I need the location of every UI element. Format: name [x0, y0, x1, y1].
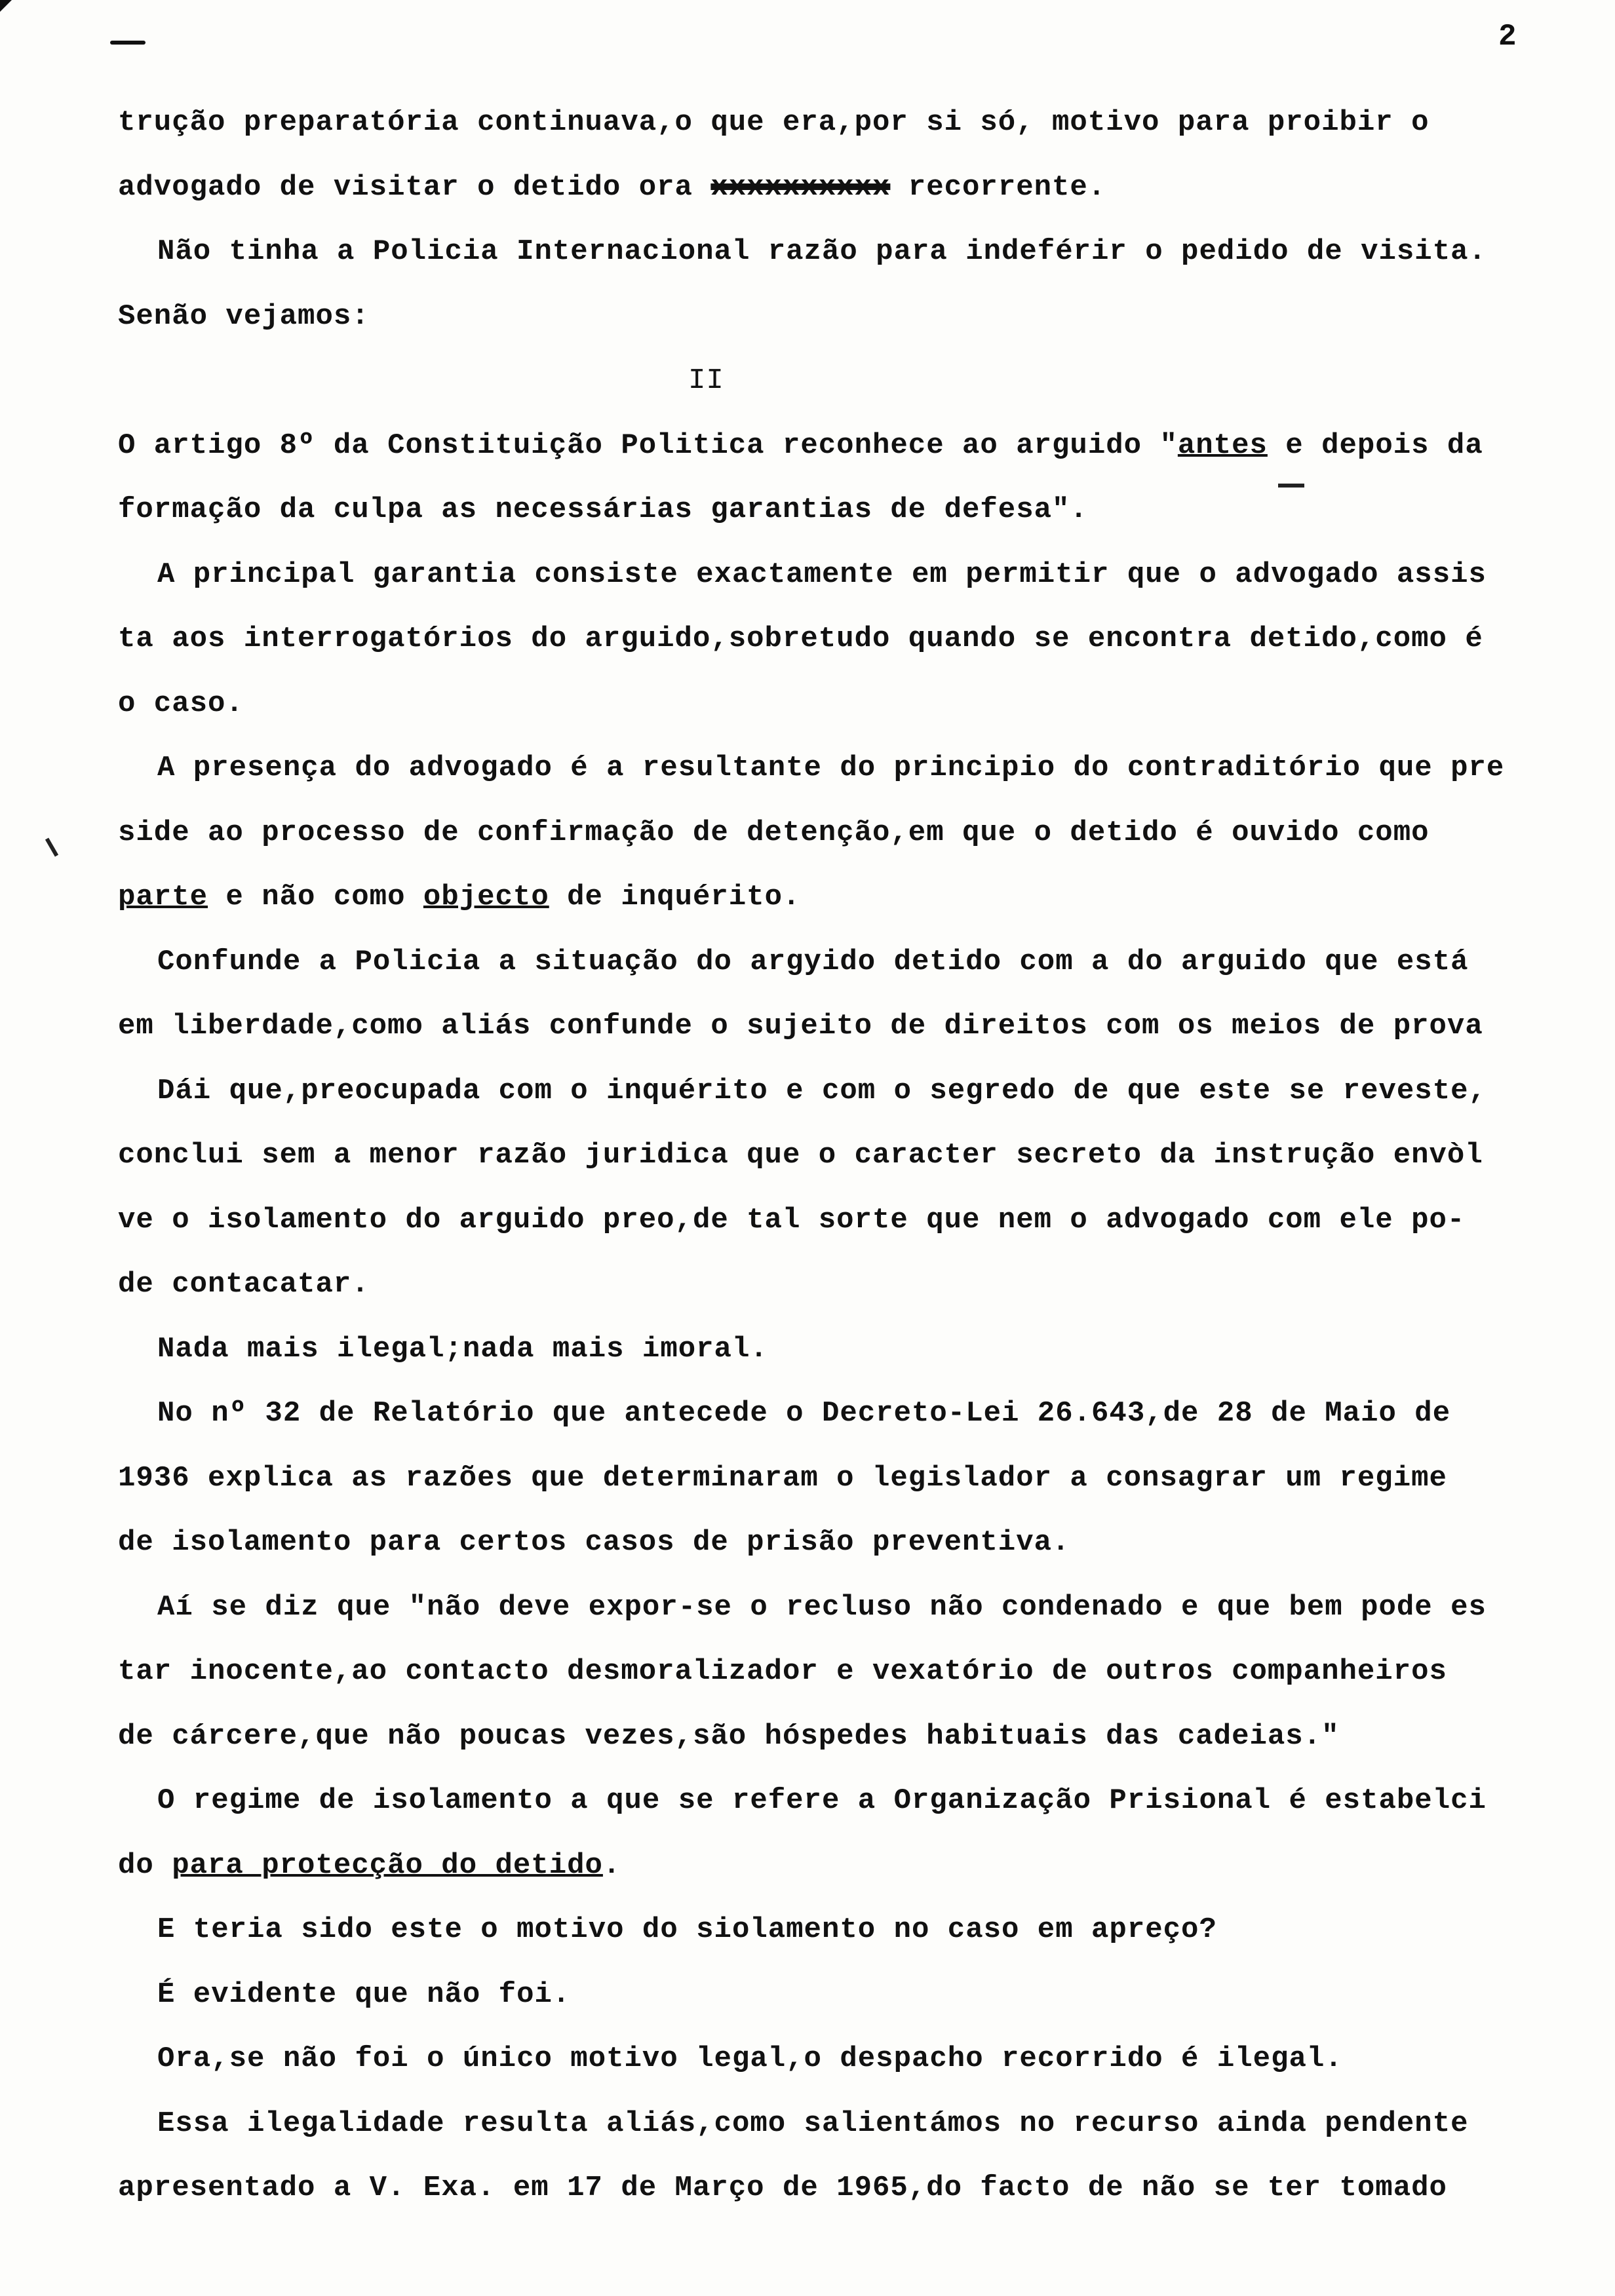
document-body: [118, 90, 1615, 2221]
line-text: e não como: [208, 881, 423, 913]
line-text: e depois da: [1267, 429, 1483, 462]
text-line: side ao processo de confirmação de detenção,em que o detido é ouvido como: [118, 816, 1430, 849]
text-line: de cárcere,que não poucas vezes,são hóspedes habituais das cadeias.": [118, 1719, 1340, 1753]
text-line: o caso.: [118, 687, 244, 720]
text-line: apresentado a V. Exa. em 17 de Março de 1965,do facto de não se ter tomado: [118, 2172, 1447, 2204]
line-text: advogado de visitar o detido ora: [118, 170, 711, 204]
text-line: trução preparatória continuava,o que era,por si só, motivo para proibir o: [118, 106, 1430, 139]
text-line: ve o isolamento do arguido preo,de tal sorte que nem o advogado com ele po-: [118, 1203, 1466, 1236]
text-line: A presença do advogado é a resultante do principio do contraditório que pre: [157, 752, 1505, 784]
text-line: A principal garantia consiste exactamente em permitir que o advogado assis: [157, 558, 1487, 591]
text-line: Senão vejamos:: [118, 299, 370, 333]
text-line: No nº 32 de Relatório que antecede o Decreto-Lei 26.643,de 28 de Maio de: [157, 1397, 1451, 1430]
text-line: [118, 1833, 1615, 1898]
line-text: de inquérito.: [549, 881, 801, 913]
text-line: formação da culpa as necessárias garantias de defesa".: [118, 493, 1088, 526]
underlined-text: objecto: [423, 881, 549, 913]
underlined-text: parte: [118, 881, 208, 913]
text-line: [118, 865, 1615, 930]
margin-stray-mark: [45, 838, 58, 857]
text-line: tar inocente,ao contacto desmoralizador e vexatório de outros companheiros: [118, 1655, 1447, 1688]
text-line: O regime de isolamento a que se refere a Organização Prisional é estabelci: [157, 1784, 1487, 1817]
text-line: Ora,se não foi o único motivo legal,o despacho recorrido é ilegal.: [157, 2042, 1343, 2075]
underlined-text: antes: [1177, 429, 1268, 462]
line-text: .: [602, 1848, 621, 1882]
line-text: recorrente.: [890, 170, 1106, 204]
text-line: Nada mais ilegal;nada mais imoral.: [157, 1332, 768, 1366]
text-line: ta aos interrogatórios do arguido,sobretudo quando se encontra detido,como é: [118, 622, 1483, 655]
text-line: Aí se diz que "não deve expor-se o recluso não condenado e que bem pode es: [157, 1590, 1487, 1624]
text-line: Confunde a Policia a situação do argyido detido com a do arguido que está: [157, 945, 1469, 978]
text-line: [118, 413, 1615, 478]
corner-mark: [0, 0, 12, 12]
text-line: conclui sem a menor razão juridica que o caracter secreto da instrução envòl: [118, 1139, 1483, 1172]
text-line: em liberdade,como aliás confunde o sujeito de direitos com os meios de prova: [118, 1010, 1483, 1043]
line-text: O artigo 8º da Constituição Politica reconhece ao arguido ": [118, 429, 1178, 462]
text-line: E teria sido este o motivo do siolamento no caso em apreço?: [157, 1913, 1217, 1946]
line-text: do: [118, 1848, 172, 1882]
text-line: É evidente que não foi.: [157, 1978, 571, 2011]
page-number: 2: [1498, 20, 1517, 54]
text-line: Dái que,preocupada com o inquérito e com o segredo de que este se reveste,: [157, 1074, 1487, 1107]
text-line: [118, 155, 1615, 220]
text-line: Essa ilegalidade resulta aliás,como salientámos no recurso ainda pendente: [157, 2107, 1469, 2140]
text-line: II: [688, 364, 724, 397]
text-line: 1936 explica as razões que determinaram o legislador a consagrar um regime: [118, 1461, 1447, 1495]
text-line: de contacatar.: [118, 1268, 370, 1301]
struck-text: xxxxxxxxxx: [710, 170, 891, 204]
underlined-text: para protecção do detido: [172, 1848, 603, 1882]
text-line: de isolamento para certos casos de prisão preventiva.: [118, 1526, 1070, 1559]
text-line: Não tinha a Policia Internacional razão para indeférir o pedido de visita.: [157, 235, 1487, 268]
header-dash-mark: [110, 41, 146, 45]
